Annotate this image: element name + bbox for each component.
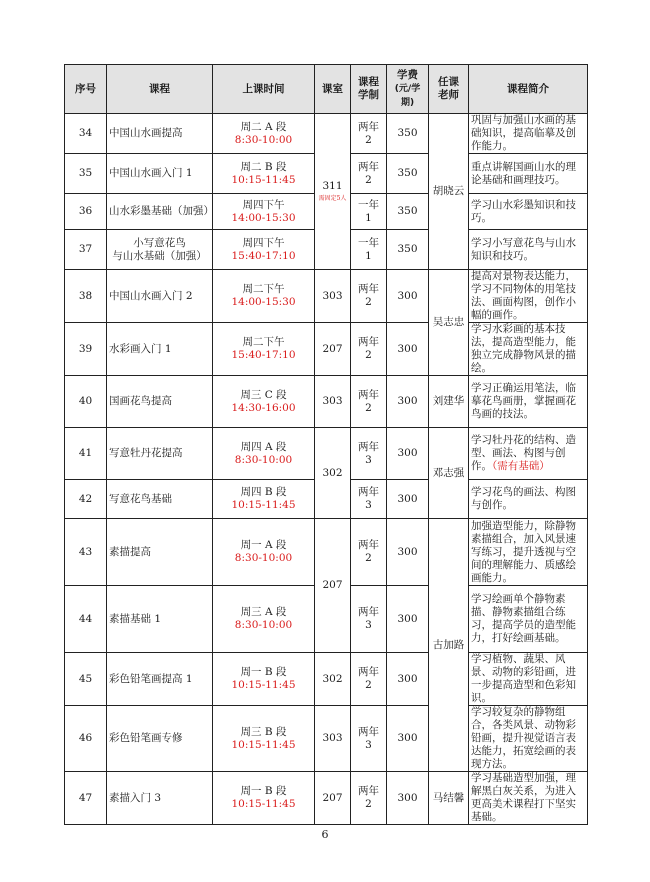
row-fee: 300: [387, 270, 429, 323]
row-room: 207: [315, 772, 351, 825]
row-no: 40: [65, 376, 107, 428]
row-fee: 350: [387, 114, 429, 154]
header-no: 序号: [65, 65, 107, 114]
row-no: 37: [65, 230, 107, 270]
row-fee: 300: [387, 772, 429, 825]
row-course: 国画花鸟提高: [107, 376, 213, 428]
row-no: 43: [65, 519, 107, 586]
row-room: 303: [315, 376, 351, 428]
row-no: 41: [65, 428, 107, 480]
header-intro: 课程简介: [469, 65, 588, 114]
row-duration: 两年 2: [351, 653, 387, 706]
header-teacher: 任课 老师: [429, 65, 469, 114]
row-room: 207: [315, 323, 351, 376]
row-time: 周二下午 14:00-15:30: [213, 270, 315, 323]
row-desc: 学习较复杂的静物组合，各类风景、动物彩铅画，提升视觉语言表达能力，拓宽绘画的表现方法。: [469, 706, 588, 772]
row-fee: 300: [387, 323, 429, 376]
row-duration: 两年 2: [351, 772, 387, 825]
row-time: 周一 B 段 10:15-11:45: [213, 653, 315, 706]
teacher-gu: 古加路: [429, 519, 469, 772]
row-time: 周一 A 段 8:30-10:00: [213, 519, 315, 586]
row-fee: 300: [387, 480, 429, 519]
row-fee: 350: [387, 154, 429, 194]
row-course: 水彩画入门 1: [107, 323, 213, 376]
table-row: [65, 270, 588, 323]
row-duration: 两年 3: [351, 706, 387, 772]
row-no: 47: [65, 772, 107, 825]
row-no: 35: [65, 154, 107, 194]
page-number: 6: [321, 828, 329, 841]
row-no: 44: [65, 586, 107, 653]
room-note: 需固定5人: [318, 195, 347, 202]
row-course: 彩色铅笔画专修: [107, 706, 213, 772]
header-time: 上课时间: [213, 65, 315, 114]
row-duration: 两年 2: [351, 376, 387, 428]
room-302: 302: [315, 428, 351, 519]
header-course: 课程: [107, 65, 213, 114]
header-fee: 学费 (元/学期): [387, 65, 429, 114]
row-no: 34: [65, 114, 107, 154]
row-desc: 学习水彩画的基本技法，提高造型能力，能独立完成静物风景的描绘。: [469, 323, 588, 376]
row-time: 周三 C 段 14:30-16:00: [213, 376, 315, 428]
row-course: 山水彩墨基础（加强）: [107, 194, 213, 230]
table-row: [65, 653, 588, 706]
row-course: 中国山水画入门 2: [107, 270, 213, 323]
teacher-wu: 吴志忠: [429, 270, 469, 376]
row-room: 303: [315, 270, 351, 323]
row-time: 周二 B 段 10:15-11:45: [213, 154, 315, 194]
teacher-ma: 马结馨: [429, 772, 469, 825]
row-fee: 300: [387, 653, 429, 706]
table-row: [65, 323, 588, 376]
row-course: 中国山水画入门 1: [107, 154, 213, 194]
row-desc: 学习正确运用笔法，临摹花鸟画册，掌握画花鸟画的技法。: [469, 376, 588, 428]
table-row: [65, 114, 588, 154]
row-fee: 300: [387, 519, 429, 586]
row-duration: 两年 2: [351, 323, 387, 376]
row-course: 素描提高: [107, 519, 213, 586]
row-duration: 两年 2: [351, 270, 387, 323]
row-course: 中国山水画提高: [107, 114, 213, 154]
prerequisite-note: （需有基础）: [492, 460, 550, 472]
row-desc: 加强造型能力，除静物素描组合，加入风景速写练习，提升透视与空间的理解能力、质感绘画能力。: [469, 519, 588, 586]
row-course: 素描入门 3: [107, 772, 213, 825]
row-duration: 一年 1: [351, 194, 387, 230]
row-duration: 两年 2: [351, 519, 387, 586]
row-desc: 学习花鸟的画法、构图与创作。: [469, 480, 588, 519]
row-desc: 学习牡丹花的结构、造型、画法、构图与创作。（需有基础）: [469, 428, 588, 480]
row-fee: 300: [387, 706, 429, 772]
row-fee: 300: [387, 376, 429, 428]
row-time: 周三 A 段 8:30-10:00: [213, 586, 315, 653]
teacher-liu: 刘建华: [429, 376, 469, 428]
row-time: 周二 A 段 8:30-10:00: [213, 114, 315, 154]
row-time: 周四 A 段 8:30-10:00: [213, 428, 315, 480]
row-duration: 两年 2: [351, 154, 387, 194]
row-room: 302: [315, 653, 351, 706]
header-duration: 课程 学制: [351, 65, 387, 114]
room-311: 311 需固定5人: [315, 114, 351, 270]
table-row: [65, 519, 588, 586]
row-no: 45: [65, 653, 107, 706]
table-row: [65, 376, 588, 428]
row-room: 303: [315, 706, 351, 772]
row-desc: 学习基础造型加强，理解黑白灰关系，为进入更高美术课程打下坚实基础。: [469, 772, 588, 825]
row-desc: 提高对景物表达能力，学习不同物体的用笔技法、画面构图，创作小幅的画作。: [469, 270, 588, 323]
teacher-deng: 邓志强: [429, 428, 469, 519]
row-course: 彩色铅笔画提高 1: [107, 653, 213, 706]
row-time: 周四 B 段 10:15-11:45: [213, 480, 315, 519]
table-row: [65, 428, 588, 480]
row-duration: 两年 3: [351, 428, 387, 480]
row-time: 周三 B 段 10:15-11:45: [213, 706, 315, 772]
row-duration: 两年 3: [351, 480, 387, 519]
row-course: 写意牡丹花提高: [107, 428, 213, 480]
row-desc: 学习植物、蔬果、风景、动物的彩铅画，进一步提高造型和色彩知识。: [469, 653, 588, 706]
row-duration: 两年 2: [351, 114, 387, 154]
row-desc: 学习山水彩墨知识和技巧。: [469, 194, 588, 230]
teacher-hu: 胡晓云: [429, 114, 469, 270]
header-room: 课室: [315, 65, 351, 114]
row-no: 38: [65, 270, 107, 323]
row-fee: 350: [387, 194, 429, 230]
row-desc: 巩固与加强山水画的基础知识，提高临摹及创作能力。: [469, 114, 588, 154]
row-time: 周一 B 段 10:15-11:45: [213, 772, 315, 825]
course-schedule-table: [64, 64, 588, 825]
row-time: 周四下午 14:00-15:30: [213, 194, 315, 230]
row-duration: 一年 1: [351, 230, 387, 270]
row-course: 写意花鸟基础: [107, 480, 213, 519]
row-desc: 学习绘画单个静物素描、静物素描组合练习，提高学员的造型能力，打好绘画基础。: [469, 586, 588, 653]
row-time: 周四下午 15:40-17:10: [213, 230, 315, 270]
row-duration: 两年 3: [351, 586, 387, 653]
table-row: [65, 772, 588, 825]
row-desc: 重点讲解国画山水的理论基础和画理技巧。: [469, 154, 588, 194]
table-row: [65, 706, 588, 772]
row-fee: 300: [387, 428, 429, 480]
row-course: 小写意花鸟 与山水基础（加强）: [107, 230, 213, 270]
room-207: 207: [315, 519, 351, 653]
row-time: 周二下午 15:40-17:10: [213, 323, 315, 376]
row-desc: 学习小写意花鸟与山水知识和技巧。: [469, 230, 588, 270]
row-fee: 350: [387, 230, 429, 270]
row-fee: 300: [387, 586, 429, 653]
row-course: 素描基础 1: [107, 586, 213, 653]
row-no: 46: [65, 706, 107, 772]
header-row: [65, 65, 588, 114]
row-no: 42: [65, 480, 107, 519]
row-no: 36: [65, 194, 107, 230]
row-no: 39: [65, 323, 107, 376]
